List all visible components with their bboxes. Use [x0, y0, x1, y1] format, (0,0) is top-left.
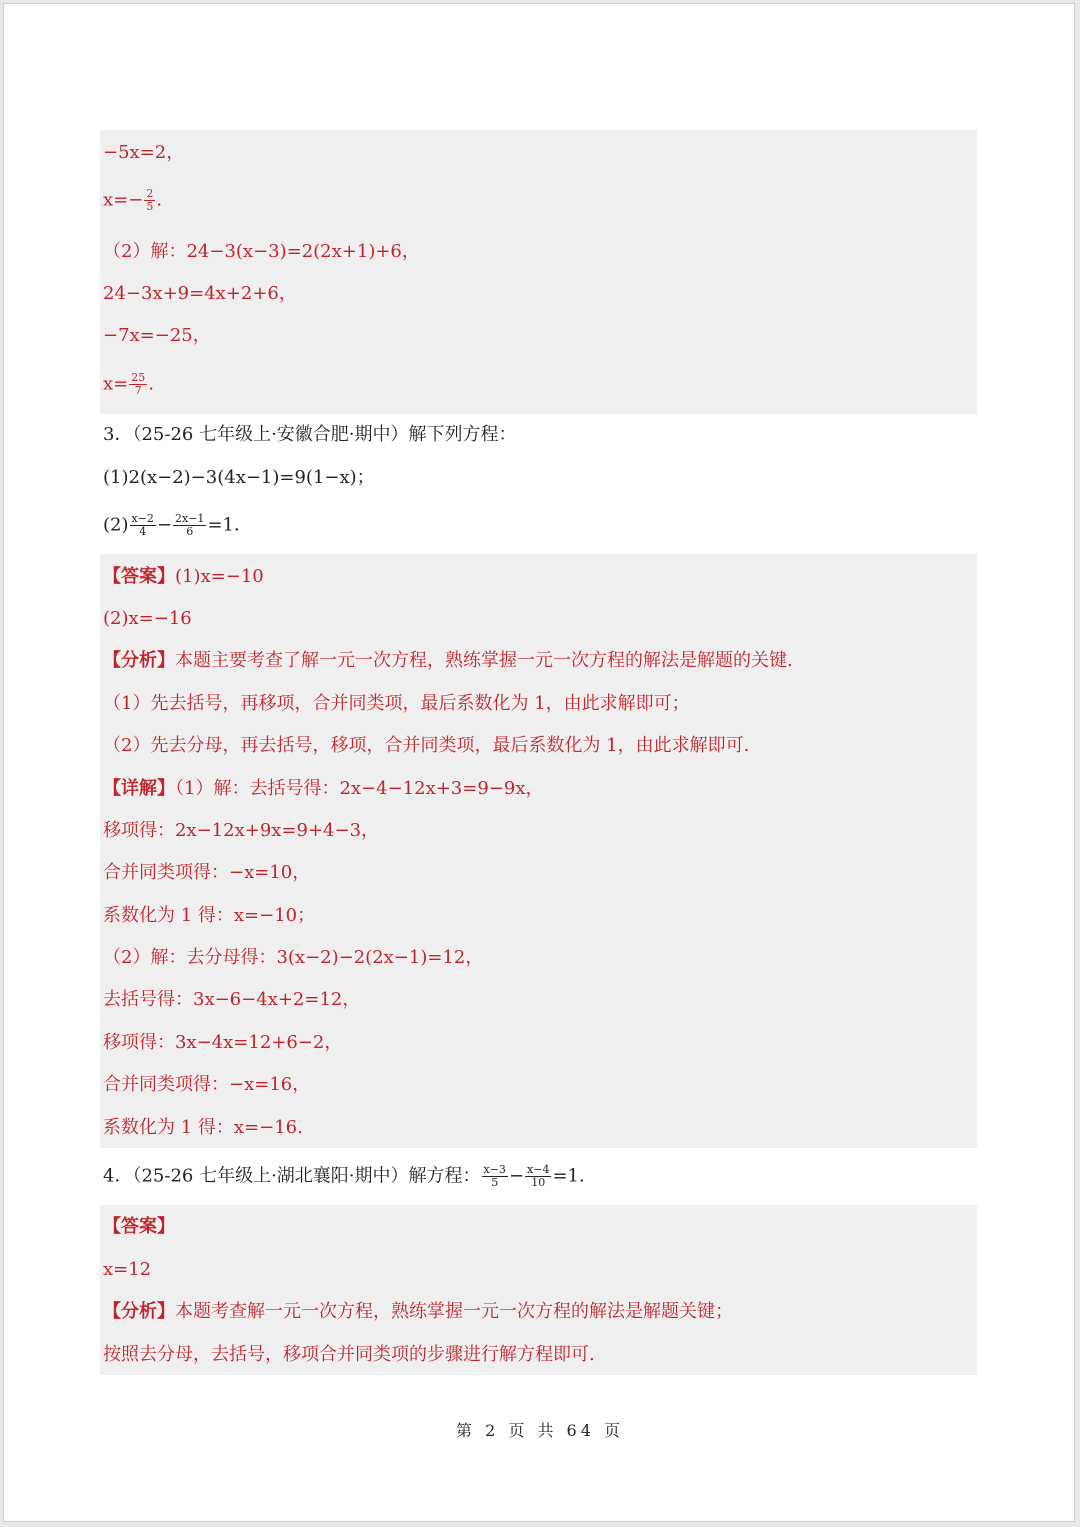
question-3-part-1: (1)2(x−2)−3(4x−1)=9(1−x)； [103, 467, 375, 488]
detail-line: 【详解】（1）解：去括号得：2x−4−12x+3=9−9x， [103, 778, 544, 799]
analysis-line: 按照去分母，去括号，移项合并同类项的步骤进行解方程即可. [103, 1344, 595, 1365]
solution-line: （2）解：24−3(x−3)=2(2x+1)+6， [103, 241, 420, 262]
fraction: $\frac{x-3}{5}$ [483, 1163, 506, 1189]
analysis-line: （1）先去括号，再移项，合并同类项，最后系数化为 1，由此求解即可； [103, 693, 690, 714]
answer-tag: 【答案】 [103, 1216, 175, 1237]
solution-block-top [100, 130, 977, 414]
solution-line: −5x=2， [103, 142, 185, 163]
answer-line: 【答案】(1)x=−10 [103, 566, 264, 587]
fraction: $\frac{25}{7}$ [131, 371, 146, 397]
detail-line: 系数化为 1 得：x=−10； [103, 905, 316, 926]
question-3-title: 3．（25-26 七年级上·安徽合肥·期中）解下列方程： [103, 424, 517, 445]
solution-line: 24−3x+9=4x+2+6， [103, 283, 297, 304]
fraction: $\frac{x-2}{4}$ [131, 512, 154, 538]
fraction: $\frac{x-4}{10}$ [527, 1163, 550, 1189]
question-3-part-2: (2) $\frac{x-2}{4}$ − $\frac{2x-1}{6}$ =1． [103, 512, 252, 538]
detail-line: 移项得：3x−4x=12+6−2， [103, 1032, 343, 1053]
detail-line: 合并同类项得：−x=10， [103, 862, 311, 883]
solution-line: x= $\frac{25}{7}$ . [103, 371, 154, 397]
analysis-line: 【分析】本题考查解一元一次方程，熟练掌握一元一次方程的解法是解题关键； [103, 1301, 733, 1322]
page-number: 第 2 页 共 64 页 [456, 1421, 624, 1440]
answer-line: x=12 [103, 1259, 152, 1280]
detail-line: （2）解：去分母得：3(x−2)−2(2x−1)=12， [103, 947, 484, 968]
detail-line: 合并同类项得：−x=16， [103, 1074, 311, 1095]
detail-line: 系数化为 1 得：x=−16. [103, 1117, 303, 1138]
answer-tag: 【答案】 [103, 566, 175, 587]
answer-block-q3 [100, 554, 977, 1148]
analysis-line: 【分析】本题主要考查了解一元一次方程，熟练掌握一元一次方程的解法是解题的关键. [103, 650, 793, 671]
question-4-title: 4．（25-26 七年级上·湖北襄阳·期中）解方程： $\frac{x-3}{5}$ − $\frac{x-4}{10}$ =1. [103, 1163, 585, 1189]
fraction: $\frac{2}{5}$ [146, 187, 154, 213]
analysis-tag: 【分析】 [103, 650, 175, 671]
detail-tag: 【详解】 [103, 778, 175, 799]
analysis-line: （2）先去分母，再去括号，移项，合并同类项，最后系数化为 1，由此求解即可. [103, 735, 750, 756]
detail-line: 去括号得：3x−6−4x+2=12， [103, 989, 361, 1010]
solution-line: x=− $\frac{2}{5}$ . [103, 187, 163, 213]
detail-line: 移项得：2x−12x+9x=9+4−3， [103, 820, 380, 841]
fraction: $\frac{2x-1}{6}$ [175, 512, 205, 538]
analysis-tag: 【分析】 [103, 1301, 175, 1322]
answer-line: (2)x=−16 [103, 608, 192, 629]
solution-line: −7x=−25， [103, 325, 211, 346]
